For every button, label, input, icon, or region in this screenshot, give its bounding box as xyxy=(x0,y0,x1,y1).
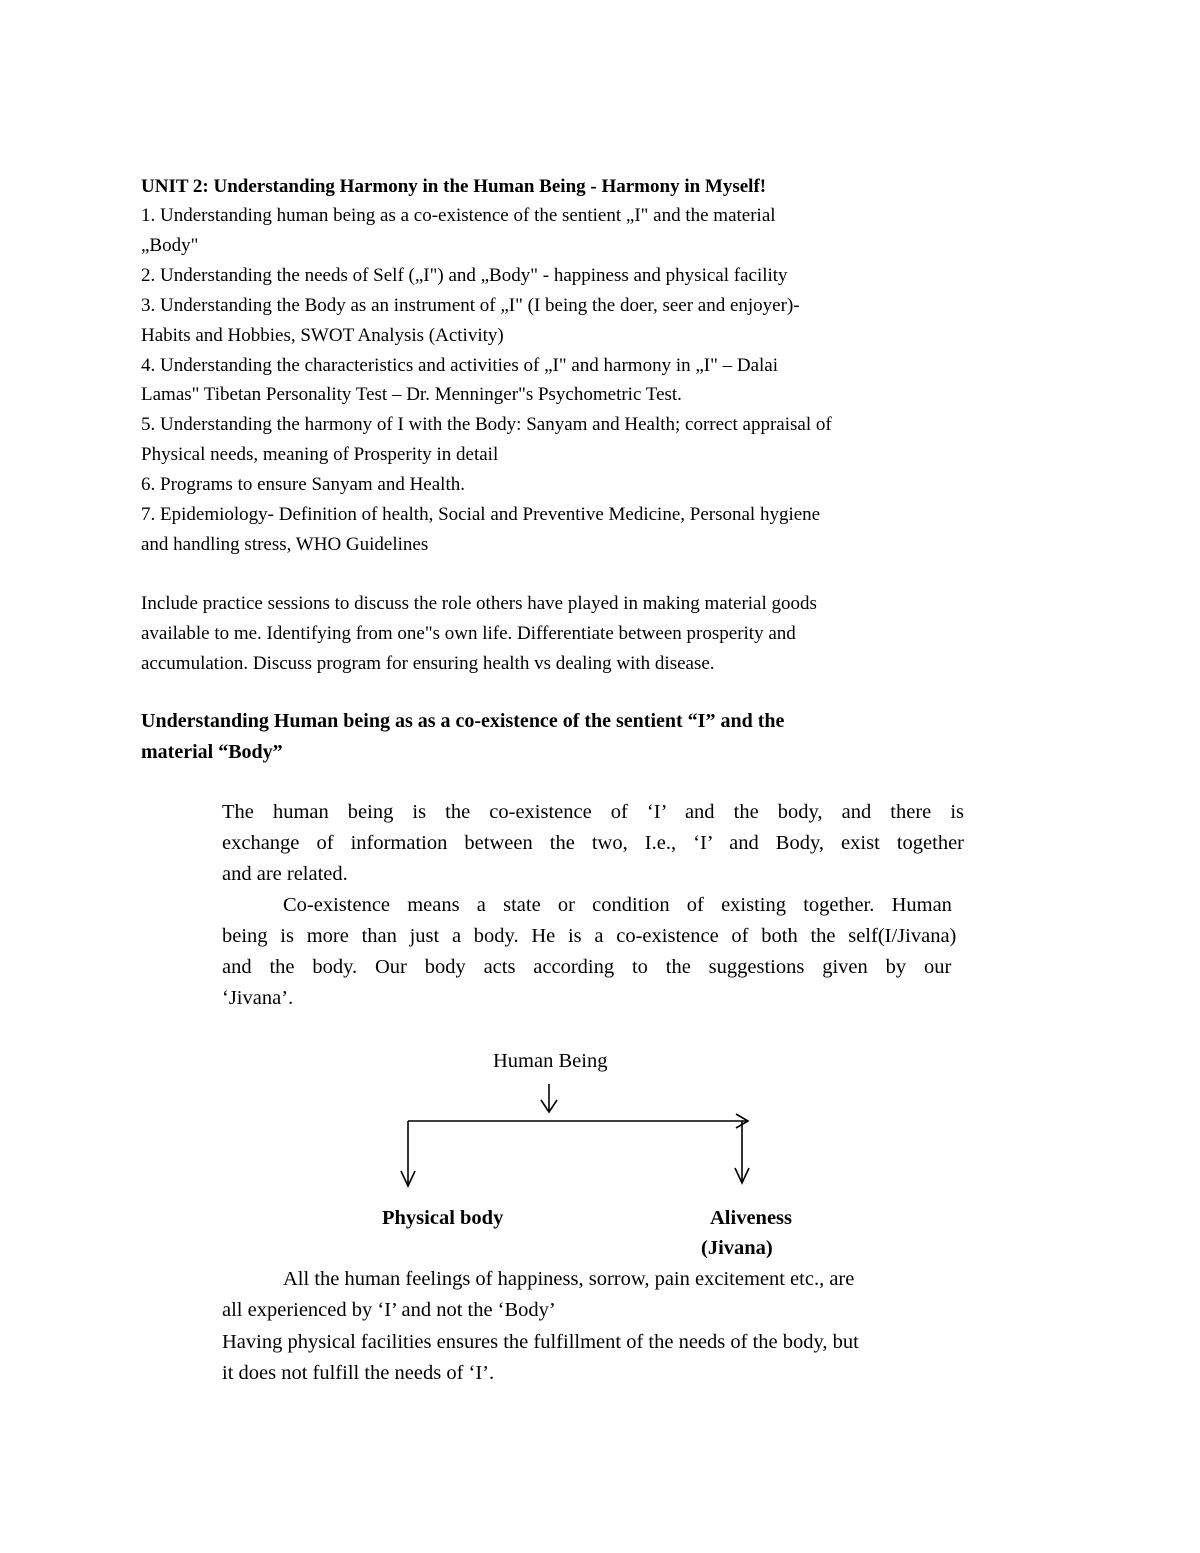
unit-title: UNIT 2: Understanding Harmony in the Human Being - Harmony in Myself! xyxy=(141,176,767,197)
syllabus-line: and handling stress, WHO Guidelines xyxy=(141,534,429,555)
syllabus-line: 1. Understanding human being as a co-existence of the sentient „I" and the material xyxy=(141,205,776,226)
syllabus-line: 3. Understanding the Body as an instrument of „I" (I being the doer, seer and enjoyer)- xyxy=(141,295,800,316)
practice-line: accumulation. Discuss program for ensuring health vs dealing with disease. xyxy=(141,653,715,674)
section-heading: material “Body” xyxy=(141,741,283,763)
syllabus-line: „Body" xyxy=(141,235,199,256)
syllabus-line: Physical needs, meaning of Prosperity in detail xyxy=(141,444,499,465)
syllabus-line: Habits and Hobbies, SWOT Analysis (Activity) xyxy=(141,325,504,346)
closing-line: all experienced by ‘I’ and not the ‘Body’ xyxy=(222,1299,556,1321)
practice-line: Include practice sessions to discuss the role others have played in making material goods xyxy=(141,593,817,614)
paragraph-line: The human being is the co-existence of ‘I’ and the body, and there is xyxy=(222,801,964,823)
paragraph-line: and are related. xyxy=(222,863,348,885)
syllabus-line: 6. Programs to ensure Sanyam and Health. xyxy=(141,474,465,495)
paragraph-line: Co-existence means a state or condition of existing together. Human xyxy=(283,894,952,916)
closing-line: All the human feelings of happiness, sorrow, pain excitement etc., are xyxy=(283,1268,855,1290)
paragraph-line: being is more than just a body. He is a co-existence of both the self(I/Jivana) xyxy=(222,925,957,947)
diagram-right-label-2: (Jivana) xyxy=(701,1237,773,1259)
syllabus-line: 5. Understanding the harmony of I with the Body: Sanyam and Health; correct appraisal of xyxy=(141,414,832,435)
syllabus-line: 7. Epidemiology- Definition of health, Social and Preventive Medicine, Personal hygiene xyxy=(141,504,821,525)
paragraph-line: exchange of information between the two, I.e., ‘I’ and Body, exist together xyxy=(222,832,964,854)
closing-line: it does not fulfill the needs of ‘I’. xyxy=(222,1362,495,1384)
syllabus-line: 2. Understanding the needs of Self („I") and „Body" - happiness and physical facility xyxy=(141,265,788,286)
syllabus-line: 4. Understanding the characteristics and activities of „I" and harmony in „I" – Dalai xyxy=(141,355,779,376)
diagram-left-label: Physical body xyxy=(382,1207,504,1229)
closing-line: Having physical facilities ensures the fulfillment of the needs of the body, but xyxy=(222,1331,859,1353)
section-heading: Understanding Human being as as a co-existence of the sentient “I” and the xyxy=(141,710,785,732)
diagram-right-label: Aliveness xyxy=(710,1207,792,1229)
syllabus-line: Lamas" Tibetan Personality Test – Dr. Menninger"s Psychometric Test. xyxy=(141,384,682,405)
paragraph-line: ‘Jivana’. xyxy=(222,987,294,1009)
practice-line: available to me. Identifying from one"s own life. Differentiate between prosperity and xyxy=(141,623,796,644)
paragraph-line: and the body. Our body acts according to the suggestions given by our xyxy=(222,956,952,978)
diagram-root-label: Human Being xyxy=(493,1050,608,1072)
